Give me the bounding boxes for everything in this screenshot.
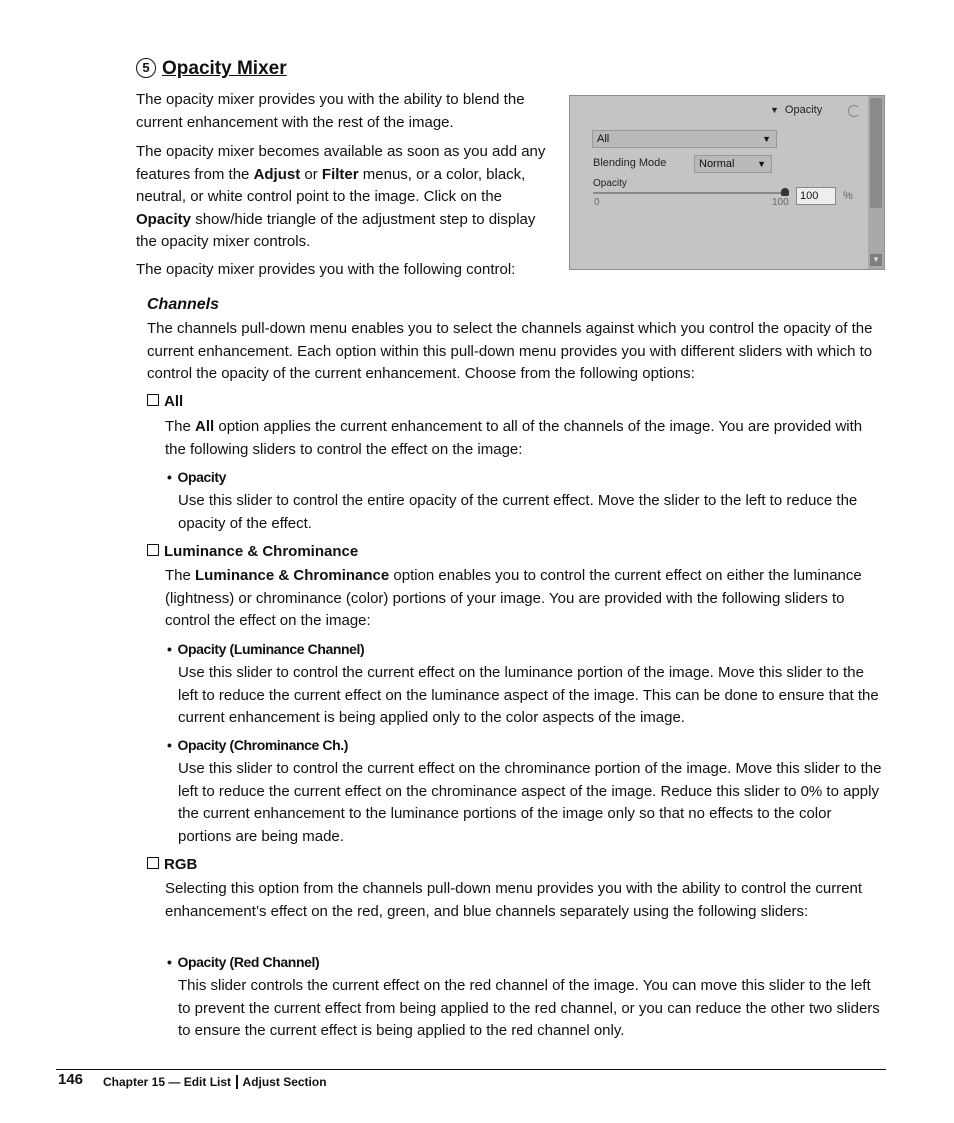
option-all-paragraph: The All option applies the current enhancement to all of the channels of the image. You are provided with the following sliders to control the effect on the image:	[165, 418, 863, 458]
scroll-down-icon[interactable]: ▼	[870, 254, 882, 266]
opacity-value-field[interactable]: 100	[796, 187, 836, 205]
blending-mode-dropdown[interactable]	[694, 155, 772, 173]
checkbox-icon	[147, 394, 159, 406]
section-heading	[136, 58, 287, 80]
channels-paragraph: The channels pull-down menu enables you to select the channels against which you control the opacity of the current enhancement. Each option within this pull-down menu provides you with different sliders with which to control the opacity of the current enhancement. Choose from the following options:	[147, 320, 873, 382]
bullet-red-channel: • Opacity (Red Channel)	[167, 954, 320, 970]
footer-rule	[56, 1069, 886, 1070]
panel-header-label: Opacity	[784, 104, 823, 116]
channels-heading: Channels	[147, 296, 220, 313]
footer-breadcrumb	[103, 1075, 327, 1089]
blending-mode-label: Blending Mode	[593, 157, 667, 169]
bullet-luminance-text: Use this slider to control the current effect on the luminance portion of the image. Move this slider to the left to reduce the current effect on the luminance aspect of the image. This can be done to ensure that the current enhancement is being applied only to the color aspects of the image.	[178, 664, 879, 726]
slider-max-label: 100	[772, 197, 789, 208]
footer-section: Adjust Section	[242, 1075, 327, 1089]
section-title: Opacity Mixer	[162, 58, 287, 79]
checkbox-icon	[147, 857, 159, 869]
bullet-chrominance: • Opacity (Chrominance Ch.)	[167, 737, 348, 753]
slider-min-label: 0	[594, 197, 600, 208]
opacity-slider-track[interactable]	[593, 192, 785, 194]
scrollbar-thumb[interactable]	[870, 98, 882, 208]
section-number: 5	[136, 58, 156, 78]
option-all-heading: All	[147, 393, 183, 410]
opacity-toggle[interactable]	[770, 104, 822, 116]
option-luminance-heading: Luminance & Chrominance	[147, 543, 358, 560]
option-luminance-paragraph: The Luminance & Chrominance option enables you to control the current effect on either the luminance (lightness) or chrominance (color) portions of your image. You are provided with the following sliders to control the effect on the image:	[165, 567, 862, 629]
page-number: 146	[58, 1071, 84, 1088]
opacity-slider-label: Opacity	[593, 178, 627, 189]
channels-dropdown[interactable]	[592, 130, 777, 148]
intro-paragraph-1: The opacity mixer provides you with the ability to blend the current enhancement with the rest of the image.	[136, 91, 525, 131]
option-rgb-paragraph: Selecting this option from the channels pull-down menu provides you with the ability to control the current enhancement’s effect on the red, green, and blue channels separately using the following sliders:	[165, 880, 863, 920]
opacity-mixer-panel	[569, 95, 885, 270]
intro-paragraph-2: The opacity mixer becomes available as soon as you add any features from the Adjust or Filter menus, or a color, black, neutral, or white control point to the image. Click on the Opacity show/hide triangle of the adjustment step to display the opacity mixer controls.	[136, 143, 546, 250]
bullet-chrominance-text: Use this slider to control the current effect on the chrominance portion of the image. Move this slider to the left to reduce the current effect on the chrominance aspect of the image. Reduce this slider to 0% to apply the current enhancement to the luminance portions of the image only so that no effects to the color portions are being made.	[178, 760, 882, 845]
bullet-opacity-text: Use this slider to control the entire opacity of the current effect. Move the slider to the left to reduce the opacity of the effect.	[178, 492, 858, 532]
opacity-slider-handle[interactable]	[781, 188, 789, 196]
blending-mode-value: Normal	[699, 158, 735, 170]
dropdown-arrow-icon: ▼	[762, 134, 771, 144]
percent-unit: %	[843, 190, 853, 202]
checkbox-icon	[147, 544, 159, 556]
reset-icon[interactable]	[848, 105, 860, 117]
bullet-luminance: • Opacity (Luminance Channel)	[167, 641, 365, 657]
intro-paragraph-3: The opacity mixer provides you with the following control:	[136, 261, 516, 278]
footer-separator	[236, 1075, 238, 1089]
bullet-red-channel-text: This slider controls the current effect on the red channel of the image. You can move this slider to the left to prevent the current effect from being applied to the red channel, or you can reduce the other two sliders to ensure the current effect is being applied to the red channel only.	[178, 977, 880, 1039]
disclosure-triangle-icon[interactable]: ▼	[770, 105, 779, 115]
bullet-opacity: • Opacity	[167, 469, 227, 485]
option-rgb-heading: RGB	[147, 856, 197, 873]
dropdown-arrow-icon: ▼	[757, 159, 766, 169]
channels-dropdown-value: All	[597, 133, 610, 145]
panel-scrollbar[interactable]	[868, 96, 884, 269]
footer-chapter: Chapter 15 — Edit List	[103, 1075, 232, 1089]
